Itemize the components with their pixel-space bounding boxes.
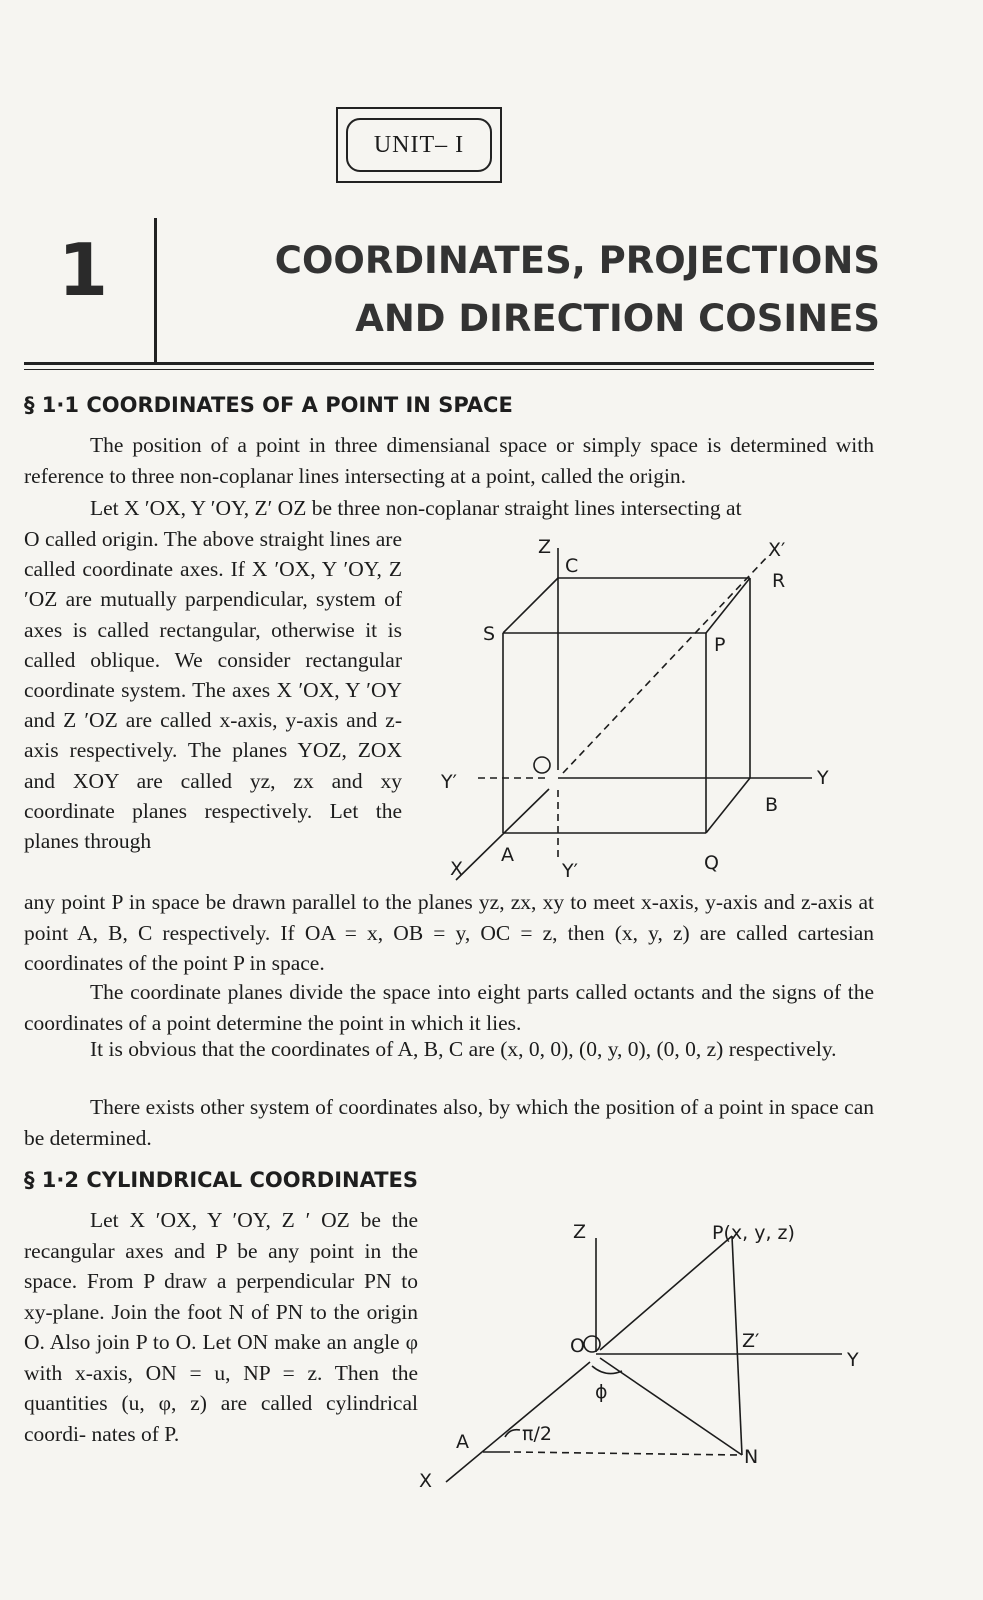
- fig2-label-z-prime: Z′: [742, 1330, 760, 1352]
- section-1-para-2-wrap: O called origin. The above straight lines are called coordinate axes. If X ′OX, Y ′OY, Z ′OZ are mutually parpendicular, system of axes is called rectangular, otherwise it is called oblique. We consider rectangular coordinate system. The axes X ′OX, Y ′OY and Z ′OZ are called x-axis, y-axis and z-axis respectively. The planes YOZ, ZOX and XOY are called yz, zx and xy coordinate planes respectively. Let the planes through: [24, 527, 402, 854]
- section-1-para-3: The coordinate planes divide the space into eight parts called octants and the signs of the coordinates of a point determine the point in which it lies.: [24, 980, 874, 1035]
- fig1-label-x: X: [450, 858, 464, 880]
- chapter-title-line1: COORDINATES, PROJECTIONS: [274, 239, 880, 282]
- section-1-para-4: It is obvious that the coordinates of A, B, C are (x, 0, 0), (0, y, 0), (0, 0, z) respectively.: [90, 1037, 837, 1061]
- fig1-label-b: B: [765, 794, 779, 816]
- chapter-number: 1: [58, 228, 109, 312]
- fig1-label-y: Y: [817, 767, 829, 789]
- fig2-label-n: N: [744, 1446, 759, 1468]
- fig2-label-phi: ϕ: [595, 1381, 608, 1403]
- fig1-label-s: S: [483, 623, 496, 645]
- fig1-label-y-prime-bottom: Y′: [562, 860, 578, 882]
- fig1-label-y-prime: Y′: [441, 771, 457, 793]
- unit-label: UNIT– I: [346, 118, 492, 172]
- chapter-title-line2: AND DIRECTION COSINES: [355, 297, 880, 340]
- fig1-label-c: C: [565, 555, 579, 577]
- fig1-label-a: A: [501, 844, 514, 866]
- fig2-label-o: O: [570, 1335, 585, 1357]
- fig1-label-z: Z: [538, 536, 552, 558]
- fig2-label-a: A: [456, 1431, 469, 1453]
- section-2-heading: § 1·2 CYLINDRICAL COORDINATES: [24, 1168, 419, 1192]
- fig1-label-p: P: [714, 634, 726, 656]
- section-1-para-1: The position of a point in three dimensianal space or simply space is determined with reference to three non-coplanar lines intersecting at a point, called the origin.: [24, 433, 874, 488]
- section-1-heading: § 1·1 COORDINATES OF A POINT IN SPACE: [24, 393, 513, 417]
- section-2-para-1: Let X ′OX, Y ′OY, Z ′ OZ be the recangular axes and P be any point in the space. From P draw a perpendicular PN to xy-plane. Join the foot N of PN to the origin O. Also join P to O. Let ON make an angle φ with x-axis, ON = u, NP = z. Then the quantities (u, φ, z) are called cylindrical coordi- nates of P.: [24, 1208, 418, 1446]
- section-1-para-5: There exists other system of coordinates also, by which the position of a point in space can be determined.: [24, 1095, 874, 1150]
- section-1-para-2-after: any point P in space be drawn parallel to the planes yz, zx, xy to meet x-axis, y-axis and z-axis at point A, B, C respectively. If OA = x, OB = y, OC = z, then (x, y, z) are called cartesian coordinates of the point P in space.: [24, 890, 874, 975]
- fig2-label-y: Y: [847, 1349, 859, 1371]
- fig2-label-pi-over-2: π/2: [522, 1423, 552, 1445]
- fig2-label-p: P(x, y, z): [712, 1222, 795, 1244]
- fig1-label-r: R: [772, 570, 786, 592]
- section-1-para-2-lead: Let X ′OX, Y ′OY, Z′ OZ be three non-coplanar straight lines intersecting at: [90, 496, 742, 520]
- fig1-label-x-prime: X′: [768, 539, 786, 561]
- fig2-label-z: Z: [573, 1221, 587, 1243]
- fig1-label-q: Q: [704, 852, 719, 874]
- fig2-label-x: X: [419, 1470, 433, 1492]
